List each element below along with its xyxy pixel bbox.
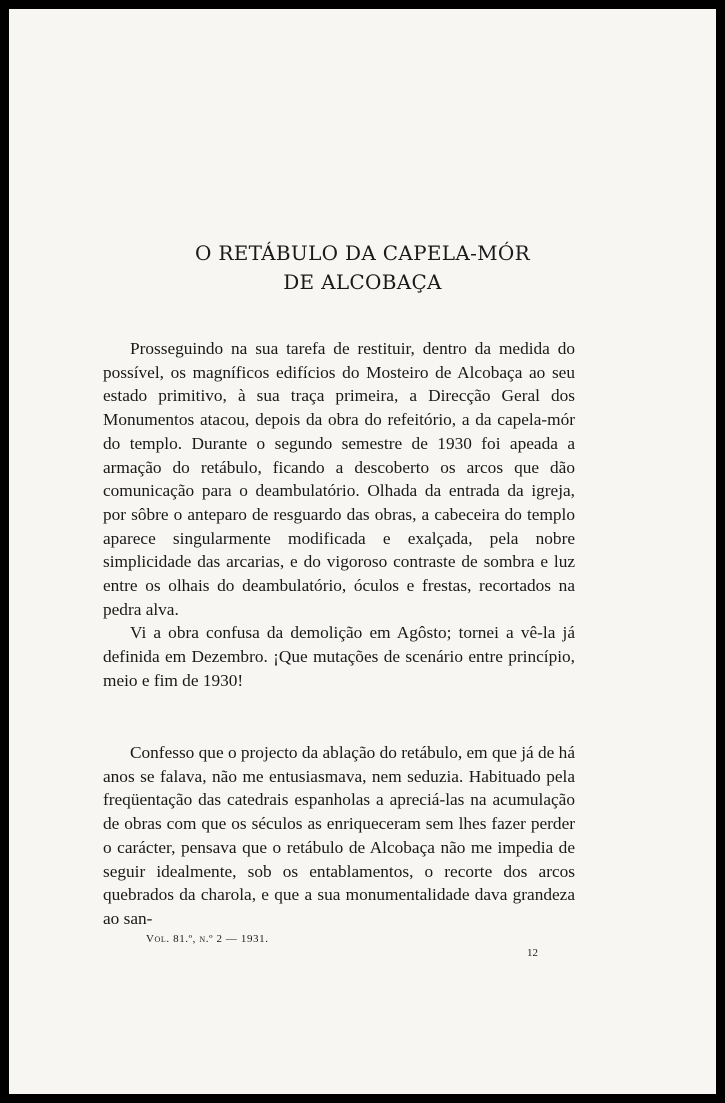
volume-footer: Vol. 81.º, n.º 2 — 1931. xyxy=(146,933,269,945)
paragraph-2: Vi a obra confusa da demolição em Agôsto; tornei a vê-la já definida em Dezembro. ¡Que mutações de scenário entre princípio, meio e fim de 1930! xyxy=(103,623,575,690)
title-line-1: O RETÁBULO DA CAPELA-MÓR xyxy=(195,241,530,265)
paragraph-3: Confesso que o projecto da ablação do retábulo, em que já de há anos se falava, não me entusiasmava, nem seduzia. Habituado pela freqüentação das catedrais espanholas a apreciá-las na acumulação de obras com que os séculos as enriqueceram sem lhes fazer perder o carácter, pensava que o retábulo de Alcobaça não me impedia de seguir idealmente, sob os entablamentos, o recorte dos arcos quebrados da charola, e que a sua monumentalidade dava grandeza ao san- xyxy=(103,743,575,928)
title-line-2: DE ALCOBAÇA xyxy=(283,270,442,294)
article-body-continued xyxy=(103,741,575,931)
signature-mark: 12 xyxy=(527,947,538,959)
paragraph-1: Prosseguindo na sua tarefa de restituir, dentro da medida do possível, os magníficos edifícios do Mosteiro de Alcobaça ao seu estado primitivo, à sua traça primeira, a Direcção Geral dos Monumentos atacou, depois da obra do refeitório, a da capela-mór do templo. Durante o segundo semestre de 1930 foi apeada a armação do retábulo, ficando a descoberto os arcos que dão comunicação para o deambulatório. Olhada da entrada da igreja, por sôbre o anteparo de resguardo das obras, a cabeceira do templo aparece singularmente modificada e exalçada, pela nobre simplicidade das arcarias, e do vigoroso contraste de sombra e luz entre os olhais do deambulatório, óculos e frestas, recortados na pedra alva. xyxy=(103,339,575,619)
article-title xyxy=(0,239,725,297)
article-body xyxy=(103,337,575,693)
